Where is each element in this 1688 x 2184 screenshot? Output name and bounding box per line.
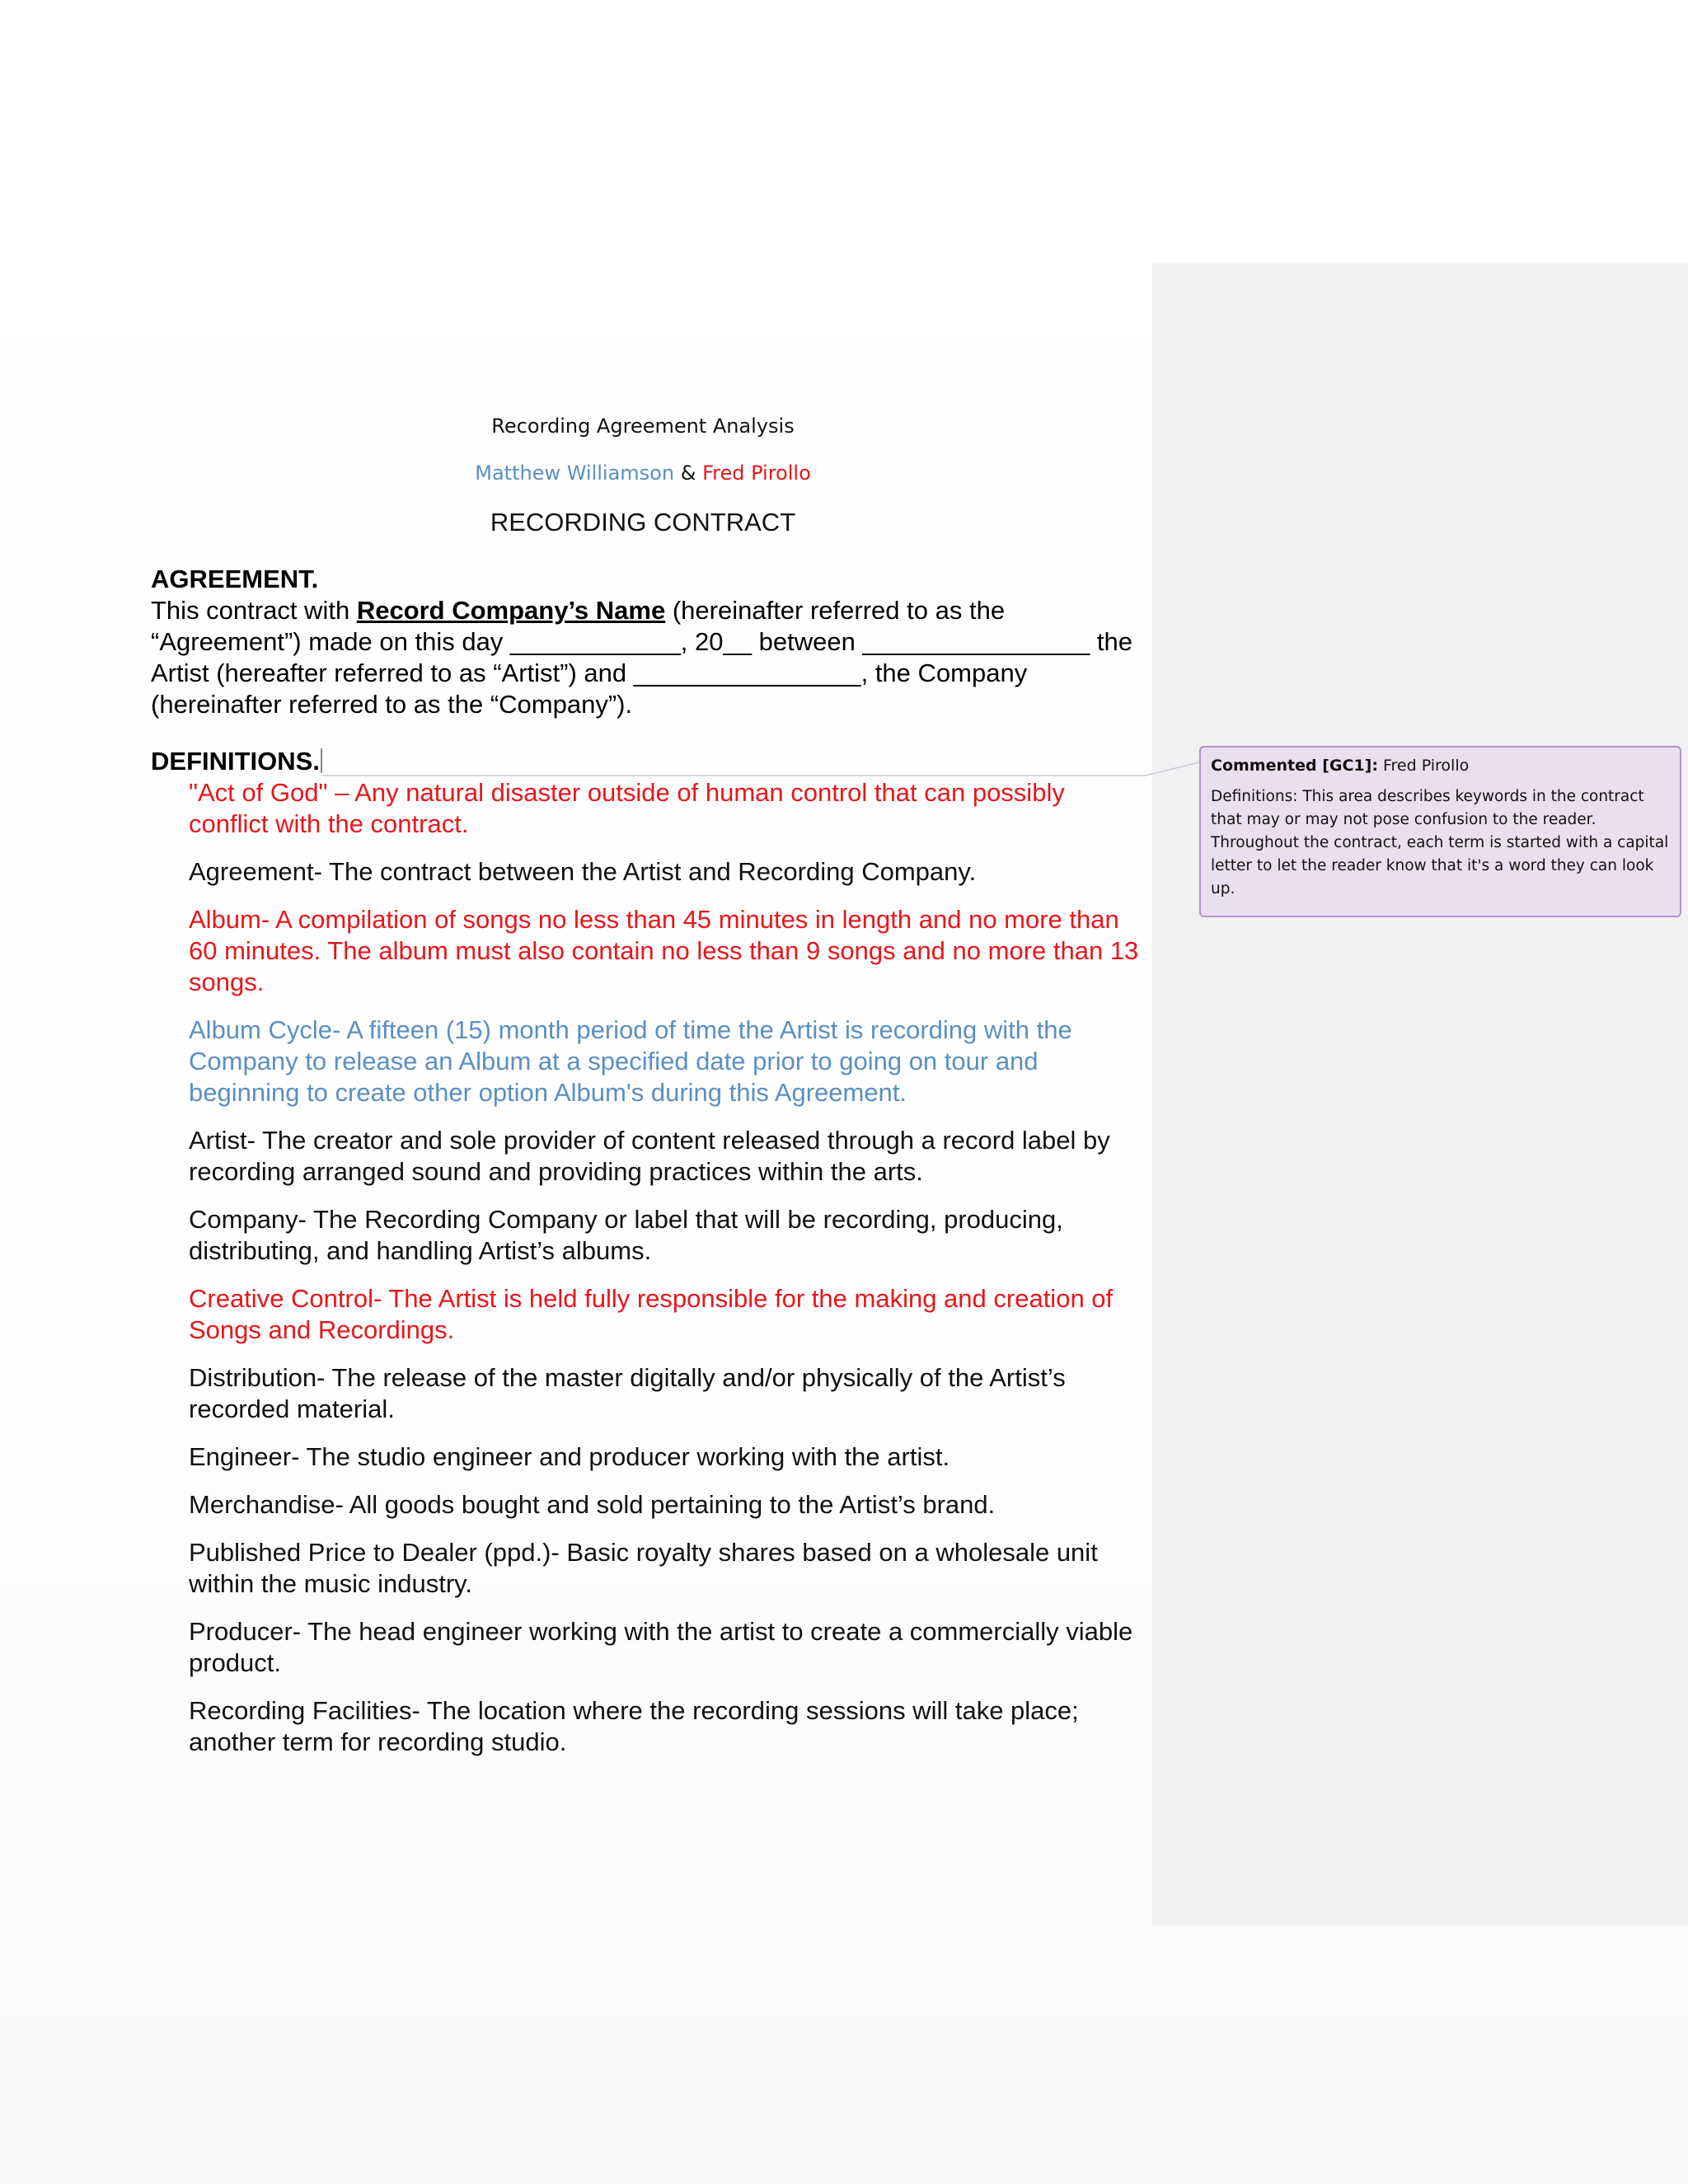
agreement-line-2: “Agreement”) made on this day ____________, 20__ between ________________ the bbox=[151, 627, 1132, 656]
contract-title: RECORDING CONTRACT bbox=[490, 508, 796, 537]
agreement-line-1-b: (hereinafter referred to as the bbox=[665, 596, 1006, 625]
comment-body: Definitions: This area describes keywords in the contract that may or may not pose confusion to the reader. Throughout the contract, each term is started with a capital letter to let the reader know that it's a word they can look up. bbox=[1211, 788, 1669, 898]
comment-label: Commented [GC1]: bbox=[1211, 757, 1378, 775]
definition-item: Agreement- The contract between the Artist and Recording Company. bbox=[189, 857, 977, 886]
author-one: Matthew Williamson bbox=[475, 462, 675, 485]
definition-item: Recording Facilities- The location where the recording sessions will take place; another term for recording studio. bbox=[189, 1696, 1079, 1756]
agreement-line-1-a: This contract with bbox=[151, 596, 357, 625]
definition-item: Company- The Recording Company or label that will be recording, producing, distributing, and handling Artist’s albums. bbox=[189, 1205, 1063, 1265]
definition-item: Engineer- The studio engineer and producer working with the artist. bbox=[189, 1442, 950, 1471]
definition-item: Album Cycle- A fifteen (15) month period of time the Artist is recording with the Company to release an Album at a specified date prior to going on tour and beginning to create other option Album's during this Agreement. bbox=[189, 1015, 1072, 1107]
definition-item: Creative Control- The Artist is held fully responsible for the making and creation of Songs and Recordings. bbox=[189, 1284, 1114, 1344]
comment-balloon[interactable] bbox=[1199, 746, 1681, 917]
author-separator: & bbox=[674, 462, 703, 485]
definition-item: Album- A compilation of songs no less than 45 minutes in length and no more than 60 minutes. The album must also contain no less than 9 songs and no more than 13 songs. bbox=[189, 905, 1139, 996]
definition-item: "Act of God" – Any natural disaster outside of human control that can possibly conflict with the contract. bbox=[189, 778, 1065, 838]
agreement-line-4: (hereinafter referred to as the “Company”). bbox=[151, 690, 633, 719]
definitions-heading-text: DEFINITIONS. bbox=[151, 747, 320, 776]
definition-item: Producer- The head engineer working with the artist to create a commercially viable product. bbox=[189, 1617, 1133, 1677]
comment-header bbox=[1211, 754, 1670, 777]
definition-item: Published Price to Dealer (ppd.)- Basic royalty shares based on a wholesale unit within the music industry. bbox=[189, 1538, 1098, 1598]
comment-author: Fred Pirollo bbox=[1382, 757, 1470, 775]
doc-header-title: Recording Agreement Analysis bbox=[491, 415, 795, 438]
record-company-name: Record Company’s Name bbox=[356, 596, 666, 625]
agreement-heading: AGREEMENT. bbox=[151, 565, 319, 593]
agreement-line-3: Artist (hereafter referred to as “Artist”) and ________________, the Company bbox=[151, 658, 1028, 687]
definition-item: Artist- The creator and sole provider of content released through a record label by recording arranged sound and providing practices within the arts. bbox=[189, 1126, 1110, 1186]
author-two: Fred Pirollo bbox=[702, 462, 811, 485]
definition-item: Distribution- The release of the master digitally and/or physically of the Artist’s recorded material. bbox=[189, 1363, 1066, 1423]
definition-item: Merchandise- All goods bought and sold pertaining to the Artist’s brand. bbox=[189, 1490, 996, 1519]
